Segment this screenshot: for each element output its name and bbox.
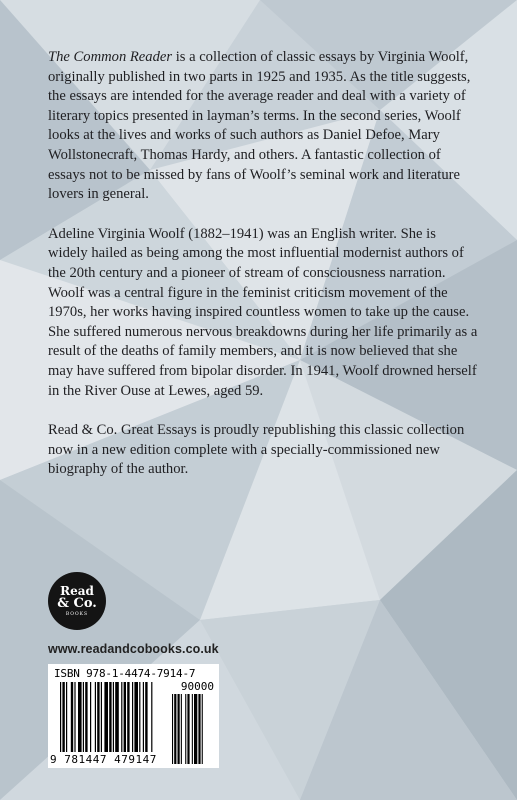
barcode-bar (145, 682, 147, 752)
logo-line-2: & Co. (57, 595, 97, 611)
barcode-bar (60, 682, 61, 752)
back-cover-blurb (48, 48, 478, 500)
barcode-bar (134, 682, 138, 752)
blurb-paragraph-1 (48, 48, 478, 205)
barcode-bar (97, 682, 99, 752)
barcode-bar (151, 682, 152, 752)
blurb-paragraph-1-text: is a collection of classic essays by Virginia Woolf, originally published in two parts in 1925 and 1935. As the title suggests, the essays are intended for the average reader and deal with a variety of literary topics presented in layman’s terms. In the second series, Woolf looks at the lives and works of such authors as Daniel Defoe, Mary Wollstonecraft, Thomas Hardy, and others. A fantastic collection of essays not to be missed by fans of Woolf’s seminal work and literature lovers in general. (48, 49, 471, 203)
barcode-bar (95, 682, 96, 752)
isbn-barcode (48, 664, 219, 768)
barcode-addon: 90000 (180, 680, 214, 693)
barcode-addon-bar (178, 694, 180, 764)
barcode-bar (132, 682, 133, 752)
barcode-addon-bar (198, 694, 200, 764)
barcode-addon-bar (192, 694, 193, 764)
barcode-bar (113, 682, 114, 752)
barcode-bar (66, 682, 67, 752)
barcode-addon-bar (194, 694, 197, 764)
barcode-bar (104, 682, 108, 752)
barcode-addon-bar (172, 694, 173, 764)
barcode-bar (62, 682, 64, 752)
barcode-bar (71, 682, 73, 752)
barcode-bar (115, 682, 119, 752)
barcode-addon-bar (202, 694, 203, 764)
logo-line-1: Read (60, 583, 94, 598)
barcode-digits: 9 781447 479147 (50, 753, 157, 766)
barcode-addon-bar (187, 694, 189, 764)
logo-line-3: BOOKS (65, 611, 89, 617)
barcode-bar (85, 682, 87, 752)
isbn-label: ISBN 978-1-4474-7914-7 (54, 667, 196, 680)
publisher-logo (48, 572, 106, 630)
barcode-bar (109, 682, 111, 752)
barcode-addon-bar (181, 694, 182, 764)
barcode-bar (121, 682, 122, 752)
barcode-bar (74, 682, 75, 752)
barcode-bar (90, 682, 91, 752)
book-title: The Common Reader (48, 49, 173, 65)
barcode-bar (83, 682, 84, 752)
barcode-bar (143, 682, 144, 752)
publisher-website: www.readandcobooks.co.uk (48, 642, 219, 656)
barcode-bar (101, 682, 102, 752)
barcode-addon-bar (174, 694, 176, 764)
barcode-bar (127, 682, 129, 752)
barcode-bar (78, 682, 82, 752)
barcode-bar (139, 682, 140, 752)
blurb-paragraph-2: Adeline Virginia Woolf (1882–1941) was an English writer. She is widely hailed as being among the most influential modernist authors of the 20th century and a pioneer of stream of consciousness narration. Woolf was a central figure in the feminist criticism movement of the 1970s, her works having inspired countless women to take up the cause. She suffered numerous nervous breakdowns during her life primarily as a result of the deaths of family members, and it is now believed that she may have suffered from bipolar disorder. In 1941, Woolf drowned herself in the River Ouse at Lewes, aged 59. (48, 225, 478, 399)
barcode-bar (124, 682, 126, 752)
barcode-addon-bar (185, 694, 186, 764)
blurb-paragraph-3: Read & Co. Great Essays is proudly republishing this classic collection now in a new edition complete with a specially-commissioned new biography of the author. (48, 422, 465, 478)
